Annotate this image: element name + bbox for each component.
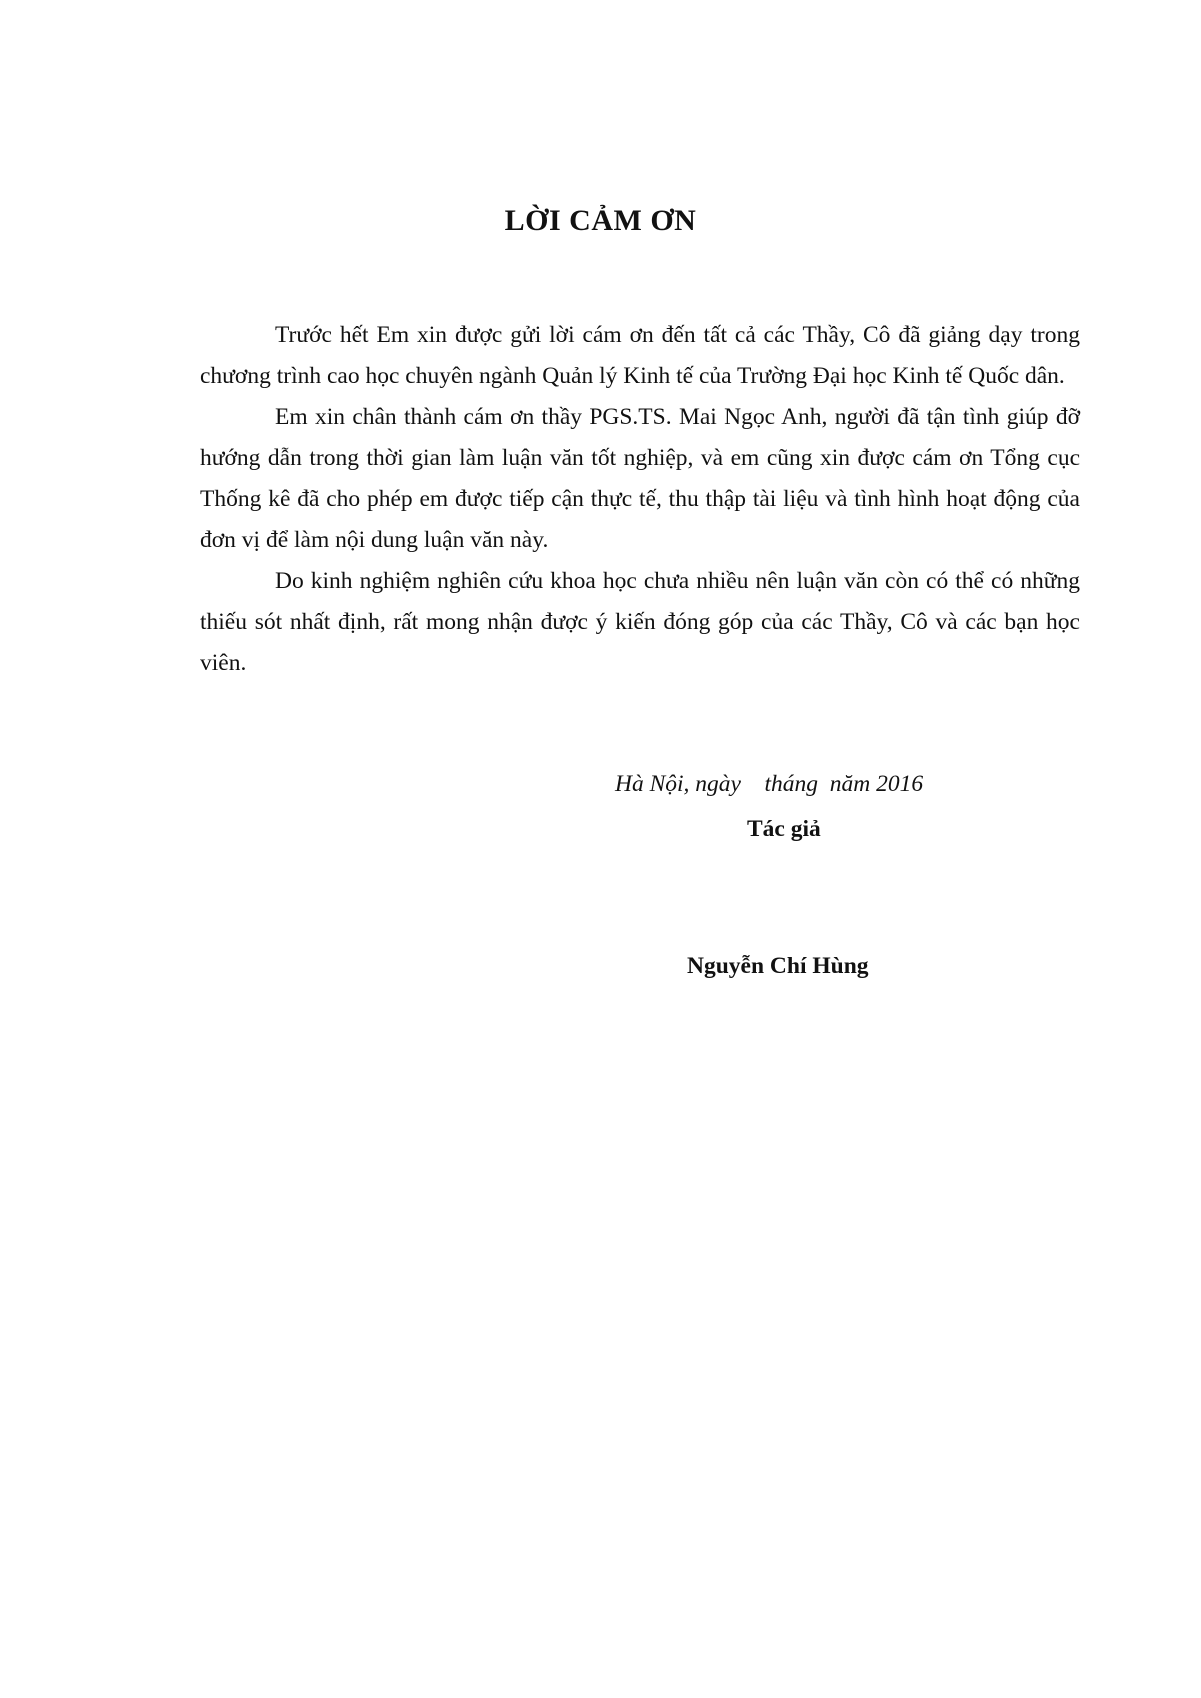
paragraph-1: Trước hết Em xin được gửi lời cám ơn đến tất cả các Thầy, Cô đã giảng dạy trong chương trình cao học chuyên ngành Quản lý Kinh tế của Trường Đại học Kinh tế Quốc dân.: [200, 322, 1080, 389]
signature-role: Tác giả: [747, 816, 821, 842]
paragraph-2: Em xin chân thành cám ơn thầy PGS.TS. Mai Ngọc Anh, người đã tận tình giúp đỡ hướng dẫn trong thời gian làm luận văn tốt nghiệp, và em cũng xin được cám ơn Tổng cục Thống kê đã cho phép em được tiếp cận thực tế, thu thập tài liệu và tình hình hoạt động của đơn vị để làm nội dung luận văn này.: [200, 404, 1080, 553]
page-title: LỜI CẢM ƠN: [504, 204, 697, 237]
place-date: Hà Nội, ngày tháng năm 2016: [615, 771, 924, 797]
acknowledgement-body: [200, 315, 1080, 684]
paragraph-3: Do kinh nghiệm nghiên cứu khoa học chưa nhiều nên luận văn còn có thể có những thiếu sót nhất định, rất mong nhận được ý kiến đóng góp của các Thầy, Cô và các bạn học viên.: [200, 568, 1080, 676]
author-name: Nguyễn Chí Hùng: [687, 953, 869, 979]
